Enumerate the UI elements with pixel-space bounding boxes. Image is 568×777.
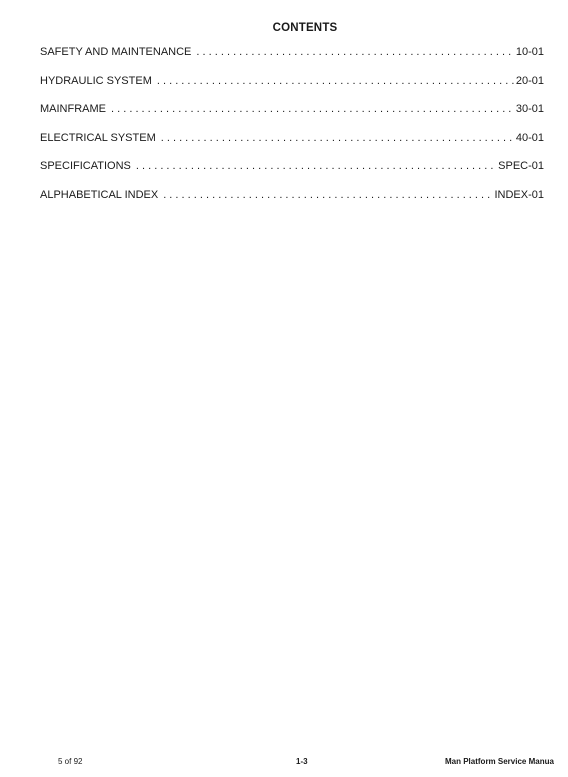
footer-page-count: 5 of 92 [58, 757, 83, 766]
toc-entry-page: SPEC-01 [498, 160, 544, 173]
footer-manual-title: Man Platform Service Manua [445, 757, 554, 766]
toc-entry-page: 20-01 [515, 74, 544, 87]
toc-entry-label: SPECIFICATIONS [40, 160, 131, 173]
dot-leader [136, 160, 496, 172]
toc-entry-label: ELECTRICAL SYSTEM [40, 131, 156, 144]
dot-leader [163, 189, 492, 201]
table-of-contents [40, 46, 544, 218]
toc-entry-label: SAFETY AND MAINTENANCE [40, 46, 192, 58]
toc-entry-electrical-system[interactable] [40, 132, 544, 161]
footer-page-number: 1-3 [296, 757, 308, 766]
toc-entry-mainframe[interactable] [40, 103, 544, 132]
dot-leader [157, 75, 514, 87]
toc-entry-label: HYDRAULIC SYSTEM [40, 74, 152, 87]
toc-entry-label: ALPHABETICAL INDEX [40, 188, 159, 201]
dot-leader [161, 132, 514, 144]
toc-entry-specifications[interactable] [40, 160, 544, 189]
toc-entry-alphabetical-index[interactable] [40, 189, 544, 218]
page-title: CONTENTS [272, 22, 338, 34]
toc-entry-page: 40-01 [515, 131, 544, 144]
toc-entry-page: 10-01 [515, 46, 544, 58]
dot-leader [111, 103, 514, 115]
toc-entry-page: INDEX-01 [494, 188, 544, 201]
toc-entry-page: 30-01 [515, 103, 544, 116]
toc-entry-hydraulic-system[interactable] [40, 75, 544, 104]
dot-leader [196, 46, 513, 58]
toc-entry-safety-and-maintenance[interactable] [40, 46, 544, 75]
toc-entry-label: MAINFRAME [40, 103, 106, 116]
